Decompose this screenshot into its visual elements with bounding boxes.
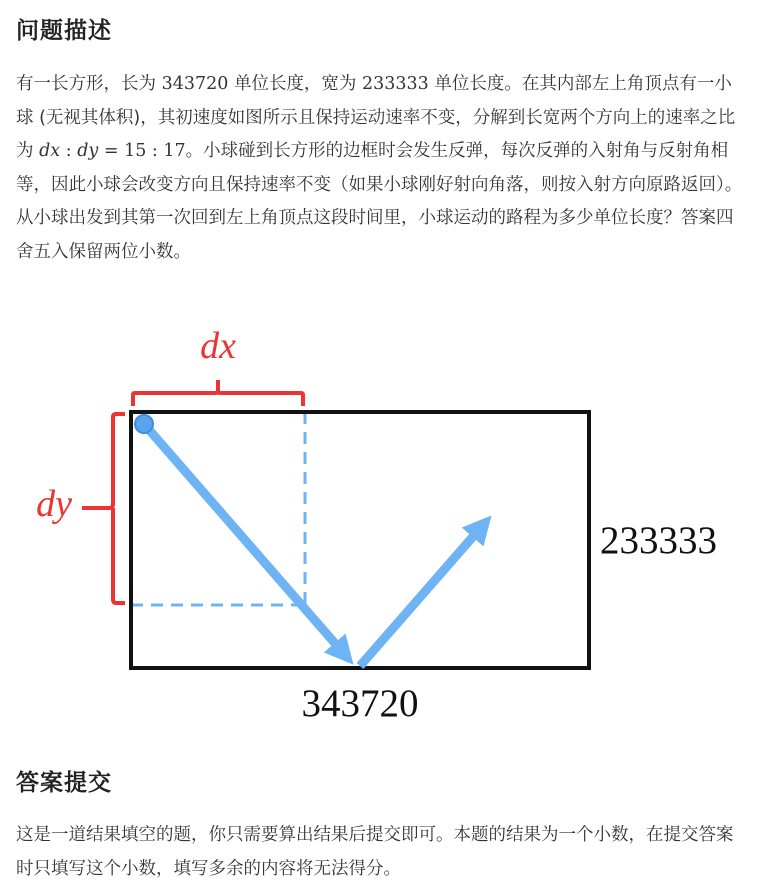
problem-description: [16, 68, 744, 269]
width-label: 233333: [600, 519, 717, 562]
incident-path-arrow: [144, 424, 346, 656]
problem-text-part: 有一长方形，长为: [16, 74, 162, 94]
problem-text-part: 单位长度。在其内部左上角顶点有一小球 (无视其体积)，其初速度如图所示且保持运动速率不变，分解到长宽两个方向上的速率之比为: [16, 74, 736, 161]
dx-label: dx: [200, 325, 236, 367]
ratio-dy: dy: [77, 141, 99, 161]
ball-icon: [135, 415, 153, 433]
rect-length-value: 343720: [161, 74, 229, 94]
answer-instructions: 这是一道结果填空的题，你只需要算出结果后提交即可。本题的结果为一个小数，在提交答案时只填写这个小数，填写多余的内容将无法得分。: [16, 825, 734, 879]
reflected-path-arrow: [360, 524, 484, 666]
length-label: 343720: [301, 682, 419, 725]
ratio-value: = 15 : 17: [98, 141, 186, 161]
rect-width-value: 233333: [362, 74, 429, 94]
ratio-dx: dx: [39, 141, 61, 161]
dy-bracket: [82, 414, 125, 603]
rectangle-frame: [131, 412, 589, 668]
problem-text-part: 。小球碰到长方形的边框时会发生反弹，每次反弹的入射角与反射角相等，因此小球会改变方向且保持速率不变（如果小球刚好射向角落，则按入射方向原路返回）。从小球出发到其第一次回到左上角顶点这段时间里，小球运动的路程为多少单位长度？答案四舍五入保留两位小数。: [16, 141, 743, 262]
dy-label: dy: [36, 483, 72, 525]
answer-section-title: 答案提交: [16, 770, 112, 796]
rectangle-bounce-diagram: [0, 318, 768, 738]
problem-text-part: 单位长度，宽为: [228, 74, 362, 94]
problem-section-title: 问题描述: [16, 18, 112, 44]
dx-bracket: [133, 380, 303, 406]
ratio-colon: :: [60, 141, 78, 161]
